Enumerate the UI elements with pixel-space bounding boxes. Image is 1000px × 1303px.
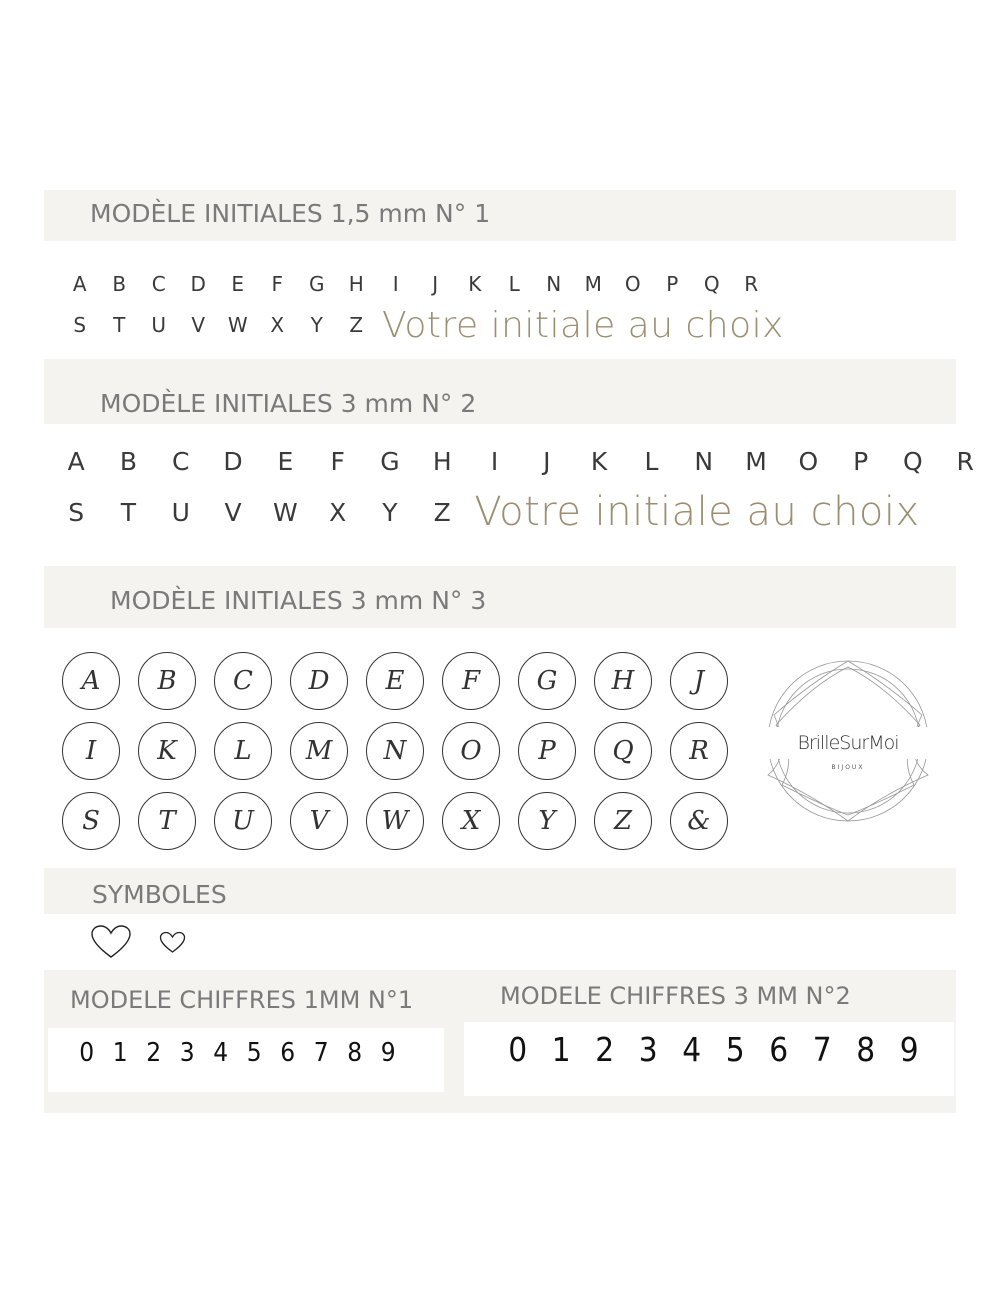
section2-letter-g: G <box>380 446 400 476</box>
numbers1-digit-3: 3 <box>179 1038 195 1068</box>
numbers2-digit-1: 1 <box>551 1030 571 1069</box>
numbers2-digit-3: 3 <box>638 1030 658 1069</box>
section1-letter-f: F <box>271 272 283 296</box>
script-letter-circle-e: E <box>366 652 424 710</box>
section2-letter-row-1 <box>50 444 991 478</box>
section2-letter-d: D <box>223 446 243 476</box>
section2-letter-q: Q <box>903 446 923 476</box>
section2-letter-k: K <box>590 446 608 476</box>
section1-letter-e: E <box>231 272 245 296</box>
section1-letter-s: S <box>73 313 87 337</box>
section2-letter-e: E <box>277 446 294 476</box>
numbers2-digit-9: 9 <box>899 1030 919 1069</box>
section2-letter-p: P <box>853 446 869 476</box>
section2-letter-x: X <box>329 497 347 527</box>
numbers1-digit-6: 6 <box>280 1038 296 1068</box>
section1-letter-k: K <box>468 272 482 296</box>
script-letter-circle-ampersand: & <box>670 792 728 850</box>
section2-letter-n: N <box>694 446 714 476</box>
section2-letter-o: O <box>798 446 819 476</box>
section1-letter-q: Q <box>703 272 720 296</box>
section2-letter-f: F <box>330 446 345 476</box>
section1-letter-row-1 <box>60 270 771 298</box>
script-letter-circle-u: U <box>214 792 272 850</box>
brillesurmoi-logo <box>762 655 934 827</box>
section1-letter-i: I <box>392 272 399 296</box>
numbers2-digit-7: 7 <box>812 1030 832 1069</box>
script-letter-circle-z: Z <box>594 792 652 850</box>
script-letter-circle-g: G <box>518 652 576 710</box>
section2-letter-j: J <box>543 446 551 476</box>
section2-letter-l: L <box>644 446 659 476</box>
section2-letter-t: T <box>120 497 137 527</box>
script-letter-circle-j: J <box>670 652 728 710</box>
symbols-title: SYMBOLES <box>92 880 227 909</box>
numbers1-digits <box>70 1038 405 1068</box>
section2-letter-u: U <box>171 497 190 527</box>
script-letter-circle-b: B <box>138 652 196 710</box>
section1-letter-z: Z <box>349 313 364 337</box>
numbers1-digit-5: 5 <box>246 1038 262 1068</box>
section2-letter-y: Y <box>382 497 398 527</box>
script-letter-circle-w: W <box>366 792 424 850</box>
script-letter-circle-q: Q <box>594 722 652 780</box>
section1-title: MODÈLE INITIALES 1,5 mm N° 1 <box>90 199 491 228</box>
section1-letter-r: R <box>744 272 759 296</box>
script-letter-circle-p: P <box>518 722 576 780</box>
section3-title: MODÈLE INITIALES 3 mm N° 3 <box>110 586 487 615</box>
section2-letter-i: I <box>490 446 499 476</box>
numbers1-digit-9: 9 <box>380 1038 396 1068</box>
heart-outline-large-icon <box>90 924 132 960</box>
section1-letter-w: W <box>227 313 248 337</box>
section1-letter-n: N <box>546 272 562 296</box>
numbers1-digit-2: 2 <box>146 1038 162 1068</box>
section1-letter-u: U <box>151 313 167 337</box>
script-letter-circle-m: M <box>290 722 348 780</box>
section2-letter-b: B <box>119 446 138 476</box>
numbers2-digit-6: 6 <box>769 1030 789 1069</box>
numbers2-digits <box>496 1030 931 1069</box>
section1-letter-l: L <box>508 272 520 296</box>
script-letter-circle-l: L <box>214 722 272 780</box>
section1-slogan: Votre initiale au choix <box>382 304 784 346</box>
script-letter-circle-s: S <box>62 792 120 850</box>
numbers1-title: MODELE CHIFFRES 1MM N°1 <box>70 986 414 1014</box>
section2-letter-row-2 <box>50 487 920 537</box>
numbers2-title: MODELE CHIFFRES 3 MM N°2 <box>500 982 851 1010</box>
section1-letter-j: J <box>432 272 439 296</box>
numbers1-digit-8: 8 <box>347 1038 363 1068</box>
script-letter-circle-r: R <box>670 722 728 780</box>
section2-slogan: Votre initiale au choix <box>474 489 920 535</box>
numbers2-digit-2: 2 <box>595 1030 615 1069</box>
section2-letter-s: S <box>68 497 85 527</box>
section2-letter-w: W <box>272 497 298 527</box>
section2-letter-a: A <box>67 446 85 476</box>
numbers1-digit-7: 7 <box>313 1038 329 1068</box>
script-letter-circle-x: X <box>442 792 500 850</box>
section2-letter-c: C <box>172 446 190 476</box>
section1-letter-t: T <box>113 313 126 337</box>
section2-letter-v: V <box>224 497 242 527</box>
section2-letter-z: Z <box>433 497 451 527</box>
script-letter-circle-c: C <box>214 652 272 710</box>
section1-letter-v: V <box>191 313 206 337</box>
logo-subtitle-text: BIJOUX <box>831 764 865 771</box>
numbers2-digit-8: 8 <box>856 1030 876 1069</box>
numbers1-digit-4: 4 <box>213 1038 229 1068</box>
numbers2-digit-0: 0 <box>508 1030 528 1069</box>
numbers1-digit-1: 1 <box>112 1038 128 1068</box>
section2-letter-m: M <box>745 446 767 476</box>
section2-title: MODÈLE INITIALES 3 mm N° 2 <box>100 389 477 418</box>
section2-letter-h: H <box>432 446 452 476</box>
section1-letter-p: P <box>666 272 679 296</box>
script-letter-circle-k: K <box>138 722 196 780</box>
script-letter-circle-f: F <box>442 652 500 710</box>
script-letter-circle-d: D <box>290 652 348 710</box>
script-letter-circle-a: A <box>62 652 120 710</box>
section1-letter-b: B <box>112 272 127 296</box>
script-letter-circle-o: O <box>442 722 500 780</box>
logo-brand-text: BrilleSurMoi <box>797 732 899 754</box>
script-letter-circle-y: Y <box>518 792 576 850</box>
script-letter-circle-n: N <box>366 722 424 780</box>
script-letter-circle-t: T <box>138 792 196 850</box>
section1-letter-m: M <box>584 272 602 296</box>
section1-letter-c: C <box>151 272 166 296</box>
numbers2-digit-5: 5 <box>725 1030 745 1069</box>
heart-outline-small-icon <box>159 931 186 954</box>
section1-letter-d: D <box>190 272 206 296</box>
numbers2-digit-4: 4 <box>682 1030 702 1069</box>
section1-letter-g: G <box>309 272 325 296</box>
section1-letter-a: A <box>72 272 87 296</box>
numbers1-digit-0: 0 <box>79 1038 95 1068</box>
script-letter-circle-h: H <box>594 652 652 710</box>
script-letter-circle-v: V <box>290 792 348 850</box>
section1-letter-o: O <box>624 272 641 296</box>
section1-letter-x: X <box>270 313 285 337</box>
section1-letter-row-2 <box>60 305 784 345</box>
section1-letter-y: Y <box>310 313 323 337</box>
script-letter-circle-i: I <box>62 722 120 780</box>
section2-letter-r: R <box>956 446 974 476</box>
section1-letter-h: H <box>348 272 364 296</box>
